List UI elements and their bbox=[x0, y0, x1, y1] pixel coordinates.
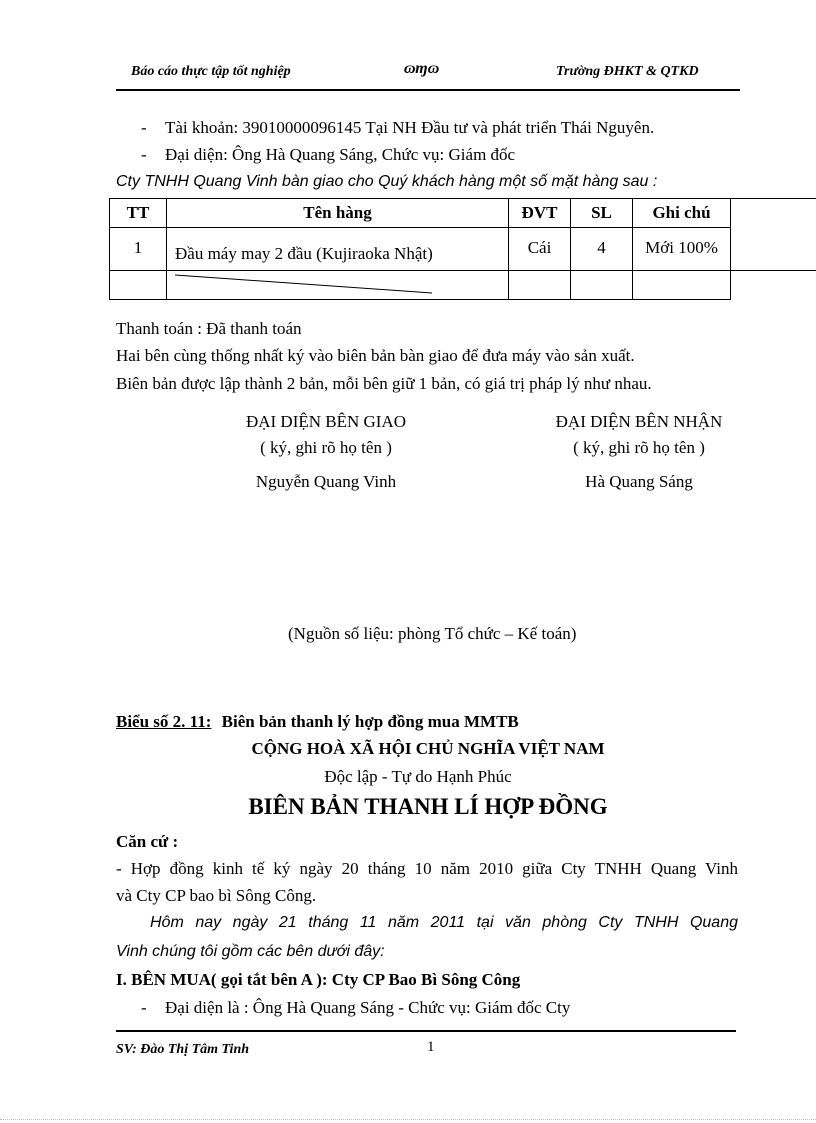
header-rule bbox=[116, 89, 740, 91]
header-right: Trường ĐHKT & QTKD bbox=[556, 64, 699, 79]
table-extra-top bbox=[720, 198, 816, 199]
source-note: (Nguồn số liệu: phòng Tổ chức – Kế toán) bbox=[288, 624, 577, 643]
cell-quantity: 4 bbox=[571, 228, 633, 271]
col-note: Ghi chú bbox=[633, 199, 731, 228]
page-edge bbox=[0, 1119, 816, 1120]
form-title: Biên bản thanh lý hợp đồng mua MMTB bbox=[221, 712, 519, 731]
today-line-1: Hôm nay ngày 21 tháng 11 năm 2011 tại văn phòng Cty TNHH Quang bbox=[150, 914, 738, 931]
bullet-representative: - Đại diện: Ông Hà Quang Sáng, Chức vụ: Giám đốc bbox=[141, 145, 516, 164]
signature-giver bbox=[206, 412, 446, 492]
receiver-name: Hà Quang Sáng bbox=[585, 472, 693, 491]
col-name: Tên hàng bbox=[167, 199, 509, 228]
table-extra-mid bbox=[720, 270, 816, 271]
basis-line-1: - Hợp đồng kinh tế ký ngày 20 tháng 10 năm 2010 giữa Cty TNHH Quang Vinh bbox=[116, 859, 738, 878]
giver-title: ĐẠI DIỆN BÊN GIAO bbox=[245, 412, 407, 431]
document-title: BIÊN BẢN THANH LÍ HỢP ĐỒNG bbox=[248, 794, 608, 819]
receiver-note: ( ký, ghi rõ họ tên ) bbox=[573, 438, 705, 457]
basis-line-2: và Cty CP bao bì Sông Công. bbox=[116, 886, 317, 905]
form-label: Biểu số 2. 11: bbox=[116, 712, 212, 731]
basis-label: Căn cứ : bbox=[116, 832, 179, 851]
footer-student: SV: Đào Thị Tâm Tinh bbox=[116, 1042, 250, 1057]
table-row bbox=[110, 228, 731, 271]
giver-name: Nguyễn Quang Vinh bbox=[255, 472, 397, 491]
cell-tt: 1 bbox=[110, 228, 167, 271]
agreement-line-1: Hai bên cùng thống nhất ký vào biên bản bàn giao để đưa máy vào sản xuất. bbox=[116, 346, 635, 365]
cell-note: Mới 100% bbox=[633, 228, 731, 271]
header-left: Báo cáo thực tập tốt nghiệp bbox=[131, 64, 291, 79]
cell-strike bbox=[167, 271, 509, 300]
bullet-account: - Tài khoản: 39010000096145 Tại NH Đầu tư và phát triển Thái Nguyên. bbox=[141, 118, 655, 137]
col-unit: ĐVT bbox=[509, 199, 571, 228]
today-line-2: Vinh chúng tôi gồm các bên dưới đây: bbox=[116, 943, 385, 960]
cell-name: Đầu máy may 2 đầu (Kujiraoka Nhật) bbox=[167, 228, 509, 271]
header-logo: ɷɱɷ bbox=[404, 60, 440, 77]
footer-rule bbox=[116, 1030, 736, 1032]
col-tt: TT bbox=[110, 199, 167, 228]
giver-note: ( ký, ghi rõ họ tên ) bbox=[260, 438, 392, 457]
cell-unit: Cái bbox=[509, 228, 571, 271]
national-title: CỘNG HOÀ XÃ HỘI CHỦ NGHĨA VIỆT NAM bbox=[251, 739, 605, 758]
table-header-row bbox=[110, 199, 731, 228]
motto: Độc lập - Tự do Hạnh Phúc bbox=[324, 767, 512, 786]
buyer-representative: - Đại diện là : Ông Hà Quang Sáng - Chức vụ: Giám đốc Cty bbox=[141, 998, 571, 1017]
payment-line: Thanh toán : Đã thanh toán bbox=[116, 319, 302, 338]
signature-receiver bbox=[519, 412, 759, 492]
handover-intro: Cty TNHH Quang Vinh bàn giao cho Quý khách hàng một số mặt hàng sau : bbox=[116, 173, 658, 190]
buyer-heading: I. BÊN MUA( gọi tắt bên A ): Cty CP Bao Bì Sông Công bbox=[116, 970, 521, 989]
page-number: 1 bbox=[427, 1039, 435, 1055]
col-quantity: SL bbox=[571, 199, 633, 228]
strike-line bbox=[167, 271, 500, 299]
table-row-empty bbox=[110, 271, 731, 300]
goods-table bbox=[109, 198, 731, 300]
agreement-line-2: Biên bản được lập thành 2 bản, mỗi bên giữ 1 bản, có giá trị pháp lý như nhau. bbox=[116, 374, 652, 393]
form-caption bbox=[116, 712, 519, 732]
receiver-title: ĐẠI DIỆN BÊN NHẬN bbox=[555, 412, 723, 431]
